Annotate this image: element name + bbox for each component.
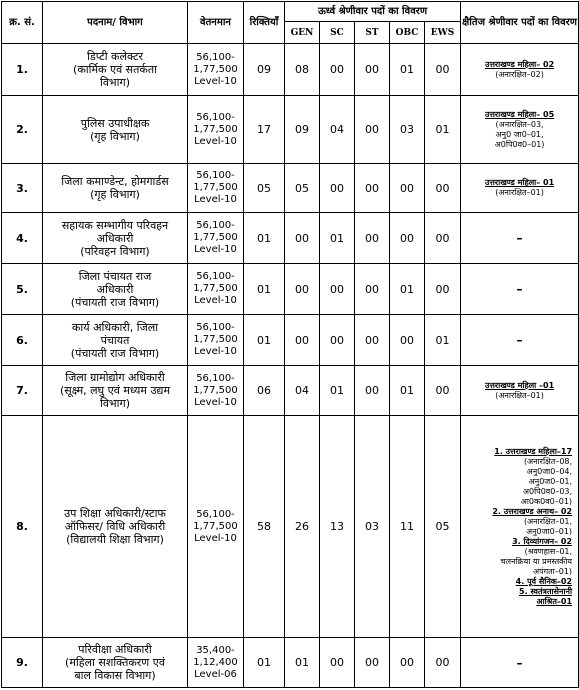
row-gen: 26 <box>285 416 320 638</box>
header-ews: EWS <box>425 22 461 44</box>
row-serial: 7. <box>2 366 43 416</box>
row-serial: 6. <box>2 315 43 366</box>
row-sc: 00 <box>320 638 355 688</box>
row-post: उप शिक्षा अधिकारी/स्टाफ ऑफिसर/ विधि अधिकारी (विद्यालयी शिक्षा विभाग) <box>43 416 188 638</box>
table-row <box>2 213 579 264</box>
header-serial: क्र. सं. <box>2 2 43 44</box>
row-pay: 56,100- 1,77,500 Level-10 <box>188 164 244 213</box>
row-sc: 00 <box>320 315 355 366</box>
header-pay: वेतनमान <box>188 2 244 44</box>
row-gen: 05 <box>285 164 320 213</box>
row-gen: 04 <box>285 366 320 416</box>
row-serial: 3. <box>2 164 43 213</box>
row-st: 00 <box>355 315 390 366</box>
row-vacancies: 09 <box>244 44 285 96</box>
row-st: 00 <box>355 638 390 688</box>
row-st: 00 <box>355 213 390 264</box>
row-vacancies: 17 <box>244 96 285 164</box>
row-obc: 01 <box>390 44 425 96</box>
table-row <box>2 96 579 164</box>
row-ews: 00 <box>425 44 461 96</box>
table-row <box>2 366 579 416</box>
row-vacancies: 01 <box>244 264 285 315</box>
row-vacancies: 06 <box>244 366 285 416</box>
row-ews: 00 <box>425 366 461 416</box>
row-sc: 01 <box>320 213 355 264</box>
row-serial: 5. <box>2 264 43 315</box>
table-row <box>2 416 579 638</box>
row-st: 00 <box>355 264 390 315</box>
row-horizontal-detail: उत्तराखण्ड महिला– 01 (अनारक्षित–01) <box>461 164 579 213</box>
row-obc: 11 <box>390 416 425 638</box>
row-horizontal-detail: उत्तराखण्ड महिला –01 (अनारक्षित–01) <box>461 366 579 416</box>
table-row <box>2 264 579 315</box>
row-pay: 56,100- 1,77,500 Level-10 <box>188 264 244 315</box>
row-horizontal-detail: – <box>461 264 579 315</box>
row-st: 00 <box>355 96 390 164</box>
row-st: 00 <box>355 164 390 213</box>
row-horizontal-detail: – <box>461 638 579 688</box>
row-post: जिला पंचायत राज अधिकारी (पंचायती राज विभाग) <box>43 264 188 315</box>
row-horizontal-detail: – <box>461 315 579 366</box>
row-vacancies: 58 <box>244 416 285 638</box>
row-post: कार्य अधिकारी, जिला पंचायत (पंचायती राज विभाग) <box>43 315 188 366</box>
row-horizontal-detail: उत्तराखण्ड महिला– 02 (अनारक्षित–02) <box>461 44 579 96</box>
row-ews: 01 <box>425 96 461 164</box>
header-st: ST <box>355 22 390 44</box>
row-vacancies: 01 <box>244 315 285 366</box>
row-obc: 00 <box>390 638 425 688</box>
header-gen: GEN <box>285 22 320 44</box>
row-st: 03 <box>355 416 390 638</box>
row-serial: 4. <box>2 213 43 264</box>
table-row <box>2 164 579 213</box>
row-pay: 56,100- 1,77,500 Level-10 <box>188 416 244 638</box>
row-sc: 01 <box>320 366 355 416</box>
row-sc: 04 <box>320 96 355 164</box>
row-obc: 03 <box>390 96 425 164</box>
header-post: पदनाम/ विभाग <box>43 2 188 44</box>
table-row <box>2 638 579 688</box>
row-gen: 00 <box>285 315 320 366</box>
row-sc: 13 <box>320 416 355 638</box>
row-horizontal-detail: – <box>461 213 579 264</box>
header-obc: OBC <box>390 22 425 44</box>
row-ews: 01 <box>425 315 461 366</box>
row-obc: 00 <box>390 315 425 366</box>
row-serial: 8. <box>2 416 43 638</box>
row-gen: 01 <box>285 638 320 688</box>
row-ews: 05 <box>425 416 461 638</box>
row-pay: 35,400- 1,12,400 Level-06 <box>188 638 244 688</box>
row-st: 00 <box>355 366 390 416</box>
row-obc: 01 <box>390 264 425 315</box>
row-horizontal-detail: 1. उत्तराखण्ड महिला–17 (अनारक्षित–08, अनु0जा0–04, अनु0ज0–01, अ0पि0व0–03, आ0क0व0–01) 2. उत्तराखण्ड अनाथ– 02 (अनारक्षित–01, अनु0जा0–01) 3. दिव्यांगजन– 02 (श्रवणहास–01, चलनक्रिया या प्रमस्तकीय अपंगता–01) 4. पूर्व सैनिक–02 5. स्वतंत्रतासेनानी आश्रित–01 <box>461 416 579 638</box>
row-gen: 09 <box>285 96 320 164</box>
row-ews: 00 <box>425 213 461 264</box>
row-serial: 9. <box>2 638 43 688</box>
row-ews: 00 <box>425 164 461 213</box>
row-obc: 01 <box>390 366 425 416</box>
row-sc: 00 <box>320 44 355 96</box>
row-post: डिप्टी कलेक्टर (कार्मिक एवं सतर्कता विभाग) <box>43 44 188 96</box>
row-obc: 00 <box>390 213 425 264</box>
row-pay: 56,100- 1,77,500 Level-10 <box>188 96 244 164</box>
row-serial: 2. <box>2 96 43 164</box>
header-sc: SC <box>320 22 355 44</box>
row-sc: 00 <box>320 164 355 213</box>
vacancy-table <box>1 1 579 688</box>
row-gen: 00 <box>285 264 320 315</box>
row-post: जिला ग्रामोद्योग अधिकारी (सूक्ष्म, लघु एवं मध्यम उद्यम विभाग) <box>43 366 188 416</box>
row-post: सहायक सम्भागीय परिवहन अधिकारी (परिवहन विभाग) <box>43 213 188 264</box>
header-vacancies: रिक्तियाँ <box>244 2 285 44</box>
row-post: जिला कमाण्डेन्ट, होमगार्डस (गृह विभाग) <box>43 164 188 213</box>
header-vertical: ऊर्ध्व श्रेणीवार पदों का विवरण <box>285 2 461 22</box>
row-gen: 00 <box>285 213 320 264</box>
row-vacancies: 01 <box>244 213 285 264</box>
row-horizontal-detail: उत्तराखण्ड महिला– 05 (अनारक्षित–03, अनु0 जा0–01, अ0पि0व0–01) <box>461 96 579 164</box>
row-pay: 56,100- 1,77,500 Level-10 <box>188 366 244 416</box>
row-st: 00 <box>355 44 390 96</box>
row-sc: 00 <box>320 264 355 315</box>
row-serial: 1. <box>2 44 43 96</box>
table-row <box>2 44 579 96</box>
row-vacancies: 01 <box>244 638 285 688</box>
row-vacancies: 05 <box>244 164 285 213</box>
table-row <box>2 315 579 366</box>
row-pay: 56,100- 1,77,500 Level-10 <box>188 44 244 96</box>
row-ews: 00 <box>425 638 461 688</box>
row-post: परिवीक्षा अधिकारी (महिला सशक्तिकरण एवं बाल विकास विभाग) <box>43 638 188 688</box>
row-ews: 00 <box>425 264 461 315</box>
header-horizontal: क्षैतिज श्रेणीवार पदों का विवरण <box>461 2 579 44</box>
row-pay: 56,100- 1,77,500 Level-10 <box>188 213 244 264</box>
row-pay: 56,100- 1,77,500 Level-10 <box>188 315 244 366</box>
row-gen: 08 <box>285 44 320 96</box>
row-post: पुलिस उपाधीक्षक (गृह विभाग) <box>43 96 188 164</box>
row-obc: 00 <box>390 164 425 213</box>
